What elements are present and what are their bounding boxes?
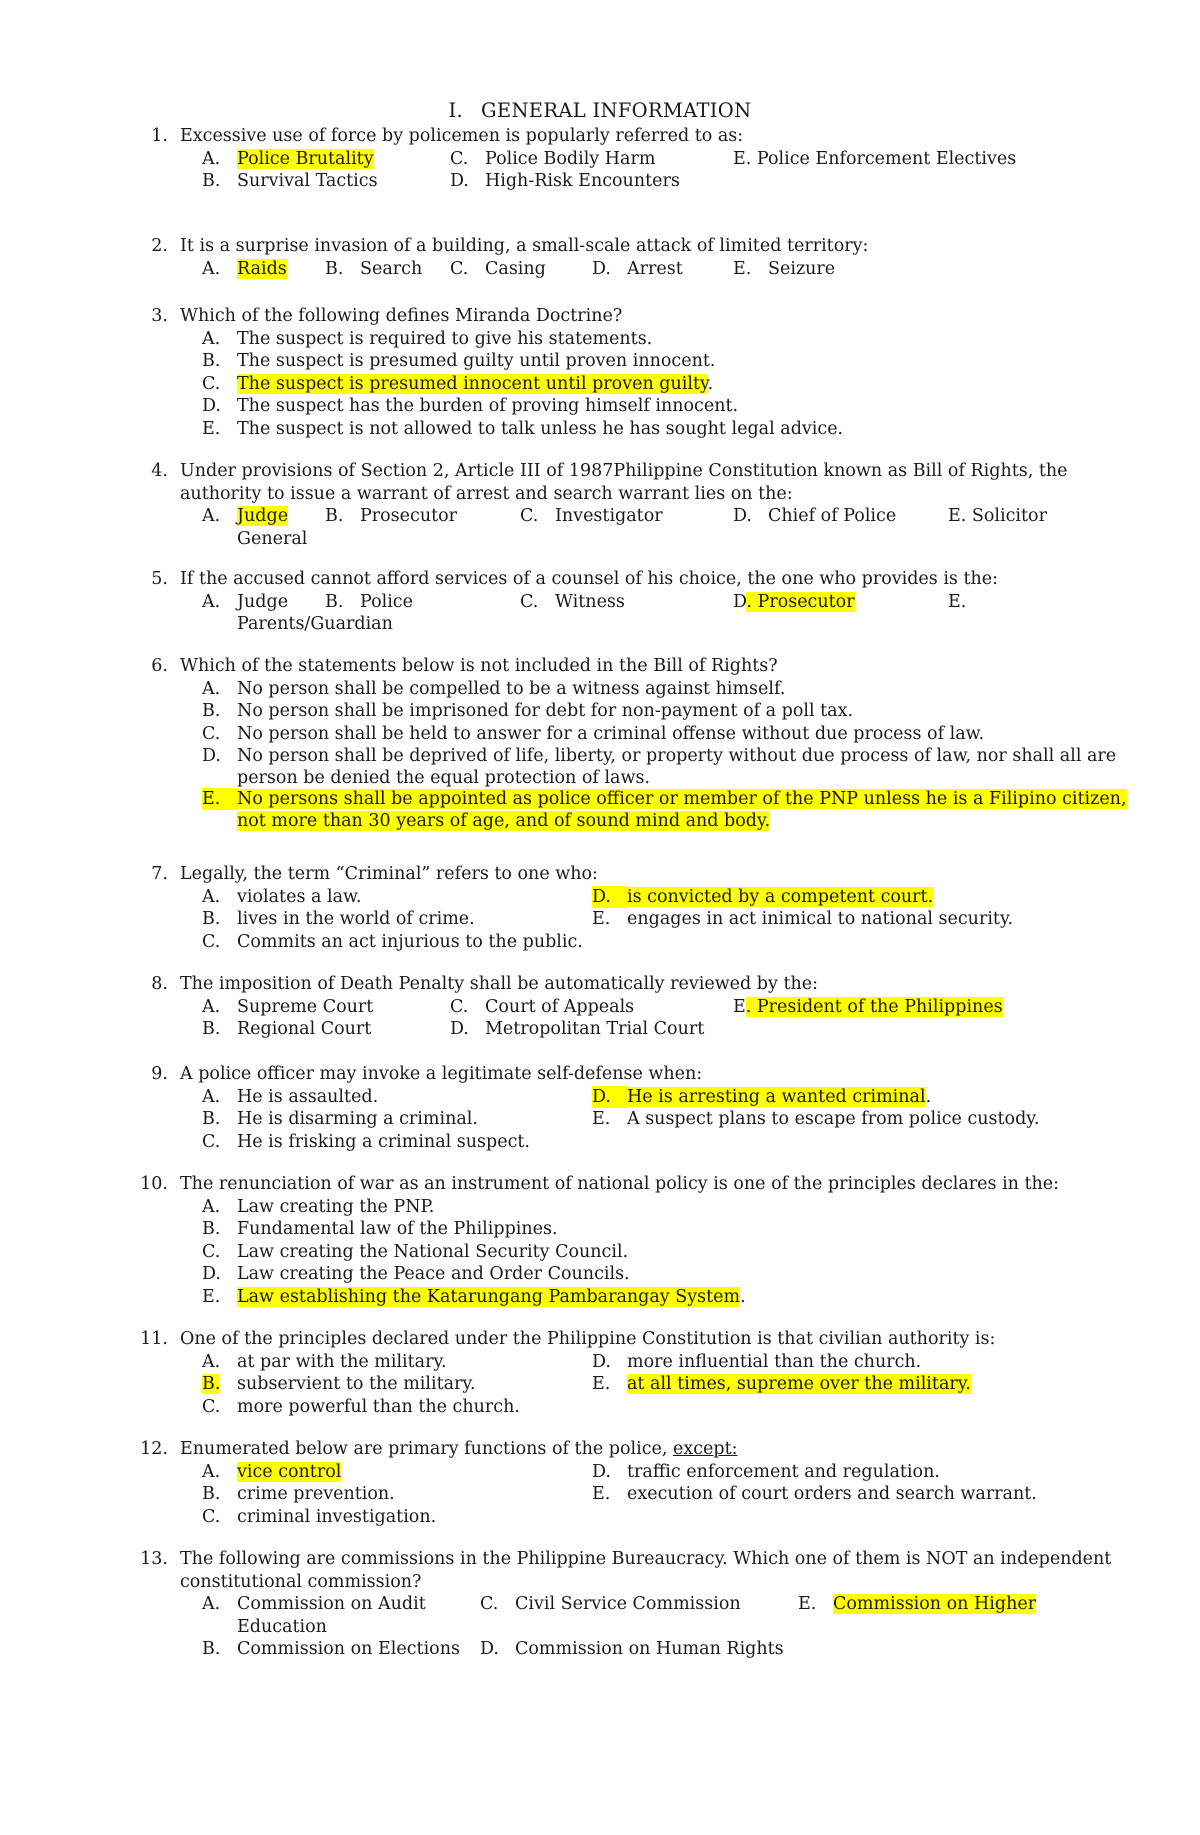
option-e: E. Commission on Higher — [798, 1594, 1037, 1614]
option-a: A. Judge — [202, 591, 289, 612]
question-8 — [130, 973, 1110, 1041]
question-stem: A police officer may invoke a legitimate self-defense when: — [180, 1064, 703, 1084]
section-heading — [0, 98, 1200, 124]
question-number: 9. — [151, 1064, 168, 1084]
option-a: A. No person shall be compelled to be a witness against himself. — [202, 678, 786, 699]
option-c: C. Police Bodily Harm — [450, 148, 656, 169]
option-a: A. Supreme Court — [202, 996, 374, 1017]
option-c: C. Court of Appeals — [450, 996, 635, 1017]
question-5 — [130, 568, 1110, 636]
section-title: GENERAL INFORMATION — [481, 99, 752, 122]
option-d: D. Law creating the Peace and Order Councils. — [202, 1264, 630, 1284]
option-e: E. Solicitor — [948, 506, 1047, 526]
option-e: E. Seizure — [733, 258, 836, 279]
question-number: 5. — [151, 569, 168, 589]
option-b: B. Search — [325, 258, 423, 279]
question-12 — [130, 1438, 1110, 1528]
option-a: A. Law creating the PNP. — [202, 1196, 435, 1217]
option-e: E. Law establishing the Katarungang Pambarangay System. — [202, 1286, 746, 1307]
option-d: D. Metropolitan Trial Court — [450, 1019, 705, 1039]
question-2 — [130, 235, 1110, 280]
option-b: B. subservient to the military. — [202, 1374, 476, 1394]
option-d: D. He is arresting a wanted criminal. — [592, 1086, 932, 1107]
option-a: A. violates a law. — [202, 886, 362, 907]
option-b: B. Regional Court — [202, 1019, 372, 1039]
question-stem: The renunciation of war as an instrument of national policy is one of the principles declares in the: — [180, 1174, 1060, 1194]
question-number: 7. — [151, 864, 168, 884]
question-stem: The imposition of Death Penalty shall be automatically reviewed by the: — [180, 974, 818, 994]
option-c: C. Civil Service Commission — [480, 1594, 741, 1614]
question-stem: The following are commissions in the Philippine Bureaucracy. Which one of them is NOT an independent — [180, 1549, 1112, 1569]
option-e: E. A suspect plans to escape from police custody. — [592, 1109, 1040, 1129]
question-number: 4. — [151, 461, 168, 481]
option-a: A. Commission on Audit — [202, 1594, 426, 1614]
option-c: C. Witness — [520, 591, 625, 612]
option-a: A. at par with the military. — [202, 1351, 447, 1372]
question-stem: It is a surprise invasion of a building, a small-scale attack of limited territory: — [180, 236, 869, 256]
option-c: C. criminal investigation. — [202, 1506, 437, 1527]
option-b: B. No person shall be imprisoned for debt for non-payment of a poll tax. — [202, 701, 854, 721]
option-d: D. High-Risk Encounters — [450, 171, 680, 191]
option-b: B. Police — [325, 591, 413, 612]
option-b: B. Prosecutor — [325, 506, 458, 526]
option-e: E. engages in act inimical to national security. — [592, 909, 1014, 929]
option-e: E. President of the Philippines — [733, 996, 1003, 1017]
option-e-cont: Parents/Guardian — [237, 614, 393, 634]
option-e: E. execution of court orders and search warrant. — [592, 1484, 1037, 1504]
question-stem: Which of the following defines Miranda Doctrine? — [180, 306, 623, 326]
option-a: A. Judge — [202, 506, 289, 526]
option-d: D. Arrest — [592, 258, 683, 279]
question-1 — [130, 125, 1110, 193]
option-c: C. Casing — [450, 258, 546, 279]
question-4 — [130, 460, 1110, 550]
question-number: 13. — [140, 1549, 168, 1569]
option-c: C. No person shall be held to answer for a criminal offense without due process of law. — [202, 723, 985, 744]
option-d: D. traffic enforcement and regulation. — [592, 1461, 940, 1482]
option-c: C. He is frisking a criminal suspect. — [202, 1131, 530, 1152]
option-d: D. No person shall be deprived of life, liberty, or property without due process of law, nor shall all are — [202, 746, 1117, 766]
question-9 — [130, 1063, 1110, 1153]
option-c: C. The suspect is presumed innocent until proven guilty. — [202, 373, 714, 394]
question-number: 2. — [151, 236, 168, 256]
question-stem: Legally, the term “Criminal” refers to one who: — [180, 864, 598, 884]
question-7 — [130, 863, 1110, 953]
option-a: A. Raids — [202, 258, 287, 279]
option-b: B. Survival Tactics — [202, 171, 378, 191]
option-b: B. Fundamental law of the Philippines. — [202, 1219, 558, 1239]
option-e: E. The suspect is not allowed to talk unless he has sought legal advice. — [202, 418, 844, 439]
question-number: 3. — [151, 306, 168, 326]
question-stem: Under provisions of Section 2, Article III of 1987Philippine Constitution known as Bill of Rights, the — [180, 461, 1068, 481]
option-e: E. — [948, 591, 967, 612]
option-c: C. Investigator — [520, 506, 663, 526]
option-e-cont: not more than 30 years of age, and of sound mind and body. — [237, 811, 771, 831]
option-c: C. more powerful than the church. — [202, 1396, 520, 1417]
question-number: 11. — [140, 1329, 168, 1349]
option-b: B. crime prevention. — [202, 1484, 395, 1504]
option-d: D. Chief of Police — [733, 506, 897, 526]
option-d: D. The suspect has the burden of proving himself innocent. — [202, 396, 739, 416]
question-stem: Which of the statements below is not included in the Bill of Rights? — [180, 656, 778, 676]
option-e: E. No persons shall be appointed as police officer or member of the PNP unless he is a Filipino citizen, — [202, 788, 1127, 809]
option-c: C. Law creating the National Security Council. — [202, 1241, 629, 1262]
section-numeral: I. — [448, 99, 464, 122]
question-number: 1. — [151, 126, 168, 146]
option-c: C. Commits an act injurious to the public. — [202, 931, 583, 952]
question-11 — [130, 1328, 1110, 1418]
option-b: B. lives in the world of crime. — [202, 909, 475, 929]
question-number: 10. — [140, 1174, 168, 1194]
option-b: B. The suspect is presumed guilty until proven innocent. — [202, 351, 716, 371]
option-a: A. Police Brutality — [202, 148, 374, 169]
option-a-cont: Education — [237, 1616, 327, 1637]
option-e: E. Police Enforcement Electives — [733, 148, 1017, 169]
option-a: A. vice control — [202, 1461, 342, 1482]
question-stem: Excessive use of force by policemen is popularly referred to as: — [180, 126, 744, 146]
question-6 — [130, 655, 1127, 833]
question-3 — [130, 305, 1110, 440]
question-number: 8. — [151, 974, 168, 994]
question-number: 6. — [151, 656, 168, 676]
question-stem-cont: constitutional commission? — [180, 1571, 422, 1592]
option-b: B. Commission on Elections — [202, 1639, 460, 1659]
question-13 — [130, 1548, 1110, 1661]
question-stem: Enumerated below are primary functions of the police, except: — [180, 1439, 738, 1459]
option-d: D. more influential than the church. — [592, 1351, 922, 1372]
question-stem: One of the principles declared under the Philippine Constitution is that civilian authority is: — [180, 1329, 996, 1349]
option-d: D. Prosecutor — [733, 591, 855, 612]
question-number: 12. — [140, 1439, 168, 1459]
option-d: D. is convicted by a competent court. — [592, 886, 934, 907]
option-e-cont: General — [237, 528, 308, 549]
option-e: E. at all times, supreme over the military. — [592, 1374, 971, 1394]
option-b: B. He is disarming a criminal. — [202, 1109, 478, 1129]
option-a: A. The suspect is required to give his statements. — [202, 328, 653, 349]
question-stem: If the accused cannot afford services of a counsel of his choice, the one who provides is the: — [180, 569, 999, 589]
option-d: D. Commission on Human Rights — [480, 1639, 784, 1659]
option-a: A. He is assaulted. — [202, 1086, 379, 1107]
question-stem-cont: authority to issue a warrant of arrest and search warrant lies on the: — [180, 483, 793, 504]
question-10 — [130, 1173, 1110, 1308]
option-d-cont: person be denied the equal protection of laws. — [237, 767, 651, 788]
